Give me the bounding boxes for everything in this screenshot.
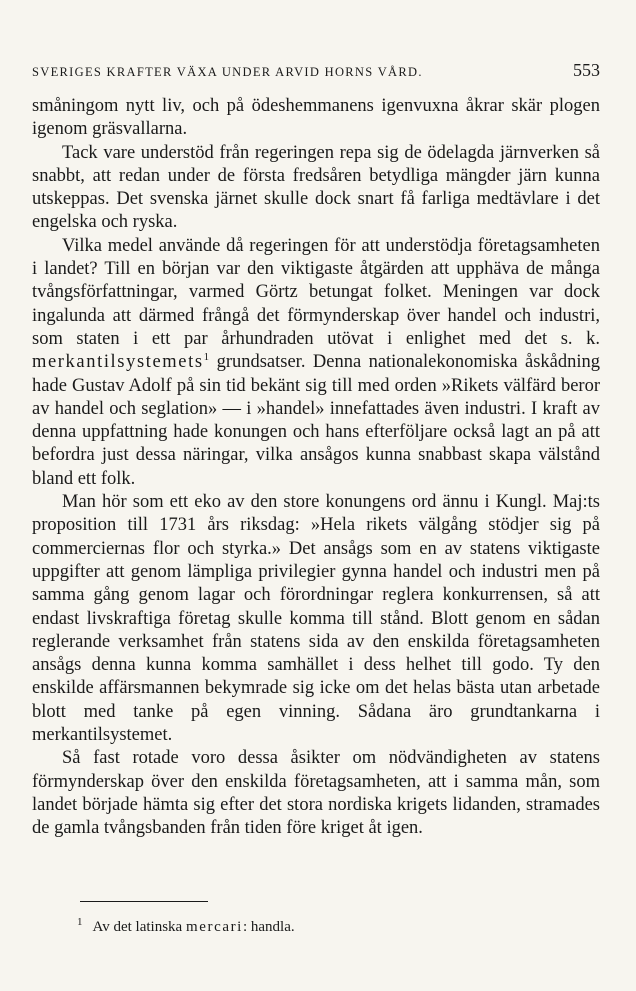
footnote — [77, 917, 597, 937]
body-text — [32, 95, 600, 841]
page-number: 553 — [573, 60, 600, 80]
paragraph-3 — [32, 235, 600, 491]
footnote-text-b: : handla. — [242, 919, 295, 935]
page-header — [32, 60, 600, 81]
paragraph-2: Tack vare understöd från regeringen repa sig de ödelagda järnverken så snabbt, att redan under de första fredsåren betydliga mängder järn kunna utskeppas. Det svenska järnet skulle dock snart få farliga medtävlare i det engelska och ryska. — [32, 142, 600, 233]
emphasized-term: merkantilsystemets — [32, 352, 204, 373]
paragraph-5: Så fast rotade voro dessa åsikter om nödvändigheten av statens förmynderskap över den enskilda företagsamheten, att i samma mån, som landet började hämta sig efter det stora nordiska krigets lidanden, stramades de gamla tvångsbanden från tiden före kriget åt igen. — [32, 748, 600, 839]
footnote-divider — [80, 901, 208, 902]
paragraph-1: småningom nytt liv, och på ödeshemmanens igenvuxna åkrar skär plogen igenom gräsvallarna. — [32, 96, 600, 140]
running-head: SVERIGES KRAFTER VÄXA UNDER ARVID HORNS VÅRD. — [32, 65, 423, 79]
paragraph-4: Man hör som ett eko av den store konungens ord ännu i Kungl. Maj:ts proposition till 1731 års riksdag: »Hela rikets välgång stödjer sig på commerciernas flor och styrka.» Det ansågs som en av statens viktigaste uppgifter att genom lämpliga privilegier gynna handel och industri men på samma gång genom lagar och förordningar reglera konkurrensen, så att endast livskraftiga företag skulle komma till stånd. Blott genom en sådan reglerande verksamhet från statens sida av den enskilda företagsamheten ansågs denna kunna komma samhället i dess helhet till godo. Ty den enskilde affärsmannen bekymrade sig icke om det helas bästa utan arbetade blott med tanke på egen vinning. Sådana äro grundtankarna i merkantilsystemet. — [32, 492, 600, 746]
paragraph-3-part-a: Vilka medel använde då regeringen för att understödja företagsamheten i landet? Till en början var den viktigaste åtgärden att upphäva de många tvångsförfattningar, varmed Görtz betungat folket. Meningen var dock ingalunda att därmed frångå det förmynderskap över handel och industri, som staten i ett par århundraden utövat i enlighet med det s. k. — [32, 235, 600, 349]
footnote-text-a: Av det latinska — [92, 919, 183, 935]
paragraph-3-part-b: grundsatser. Denna nationalekonomiska åskådning hade Gustav Adolf på sin tid bekänt sig till med orden »Rikets välfärd beror av handel och seglation» — i »handel» innefattades även industri. I kraft av denna uppfattning hade konungen och hans efterföljare också lagt an på att befordra just dessa näringar, vilka ansågos kunna snabbast skapa välstånd bland ett folk. — [32, 352, 600, 489]
footnote-marker: 1 — [77, 916, 83, 928]
footnote-reference: 1 — [203, 351, 210, 364]
footnote-emphasized-word: mercari — [185, 919, 243, 935]
